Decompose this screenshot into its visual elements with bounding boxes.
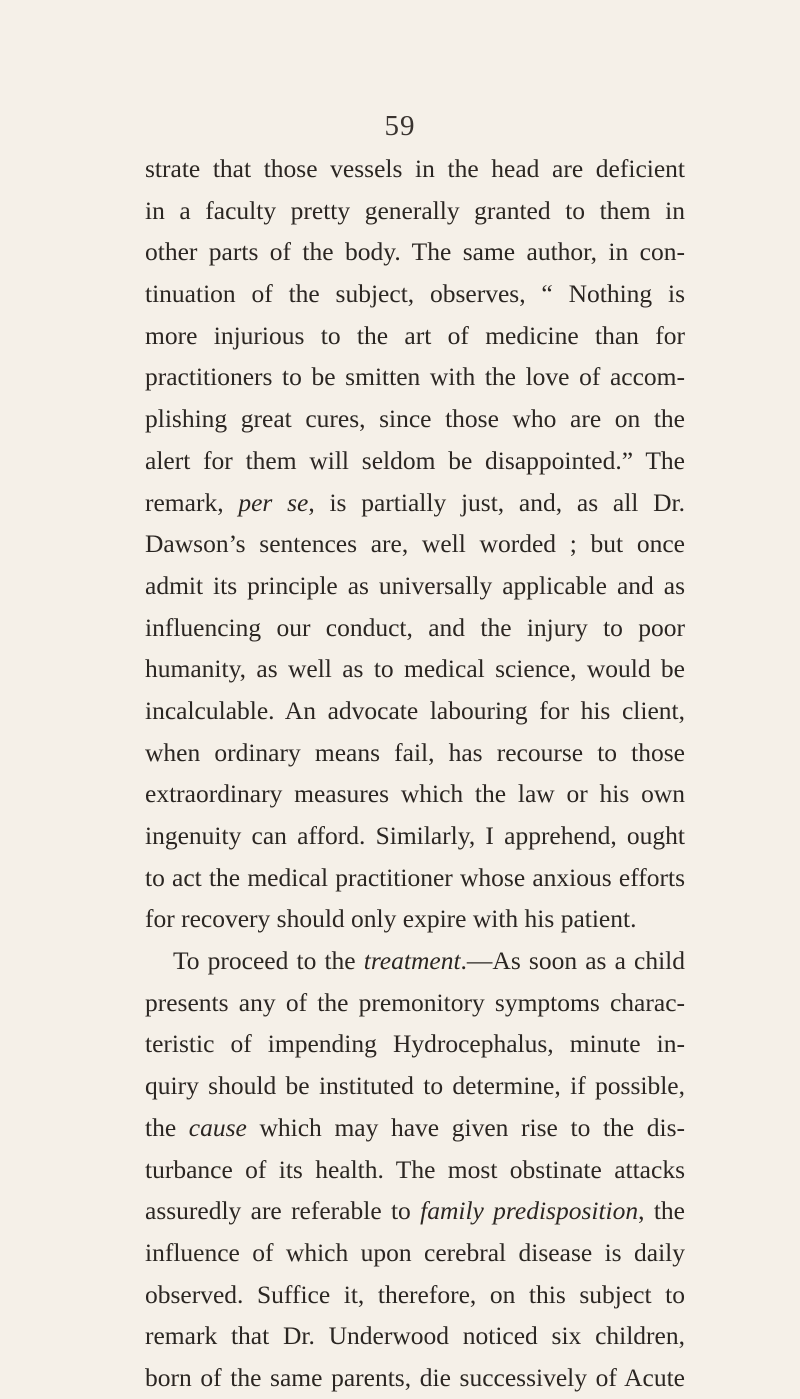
- text-line: presents any of the premonitory symptoms charac-: [145, 987, 685, 1017]
- text-line: teristic of impending Hydrocephalus, minute in-: [145, 1029, 685, 1059]
- italic-phrase: family predisposition: [420, 1196, 639, 1226]
- italic-phrase: per se: [238, 487, 309, 517]
- text-line: to act the medical practitioner whose anxious efforts: [145, 862, 685, 892]
- text-line: in a faculty pretty generally granted to them in: [145, 195, 685, 225]
- text-line: humanity, as well as to medical science, would be: [145, 654, 685, 684]
- text-line: quiry should be instituted to determine, if possible,: [145, 1071, 685, 1101]
- text-line: alert for them will seldom be disappointed.” The: [145, 445, 685, 475]
- text-line: more injurious to the art of medicine than for: [145, 320, 685, 350]
- text-line: when ordinary means fail, has recourse to those: [145, 737, 685, 767]
- text-line: other parts of the body. The same author, in con-: [145, 237, 685, 267]
- text-line: influence of which upon cerebral disease is daily: [145, 1237, 685, 1267]
- body-text: [145, 148, 685, 1399]
- text-line: incalculable. An advocate labouring for his client,: [145, 695, 685, 725]
- text-line: strate that those vessels in the head are deficient: [145, 154, 685, 183]
- text-line: practitioners to be smitten with the love of accom-: [145, 362, 685, 392]
- text-line: plishing great cures, since those who are on the: [145, 404, 685, 434]
- italic-phrase: cause: [188, 1112, 247, 1142]
- text-line: the cause which may have given rise to the dis-: [145, 1112, 685, 1142]
- text-line: To proceed to the treatment.—As soon as a child: [173, 946, 685, 976]
- text-line: Dawson’s sentences are, well worded ; but once: [145, 529, 685, 559]
- text-line: observed. Suffice it, therefore, on this subject to: [145, 1279, 685, 1309]
- text-line: ingenuity can afford. Similarly, I apprehend, ought: [145, 821, 685, 850]
- text-line: turbance of its health. The most obstinate attacks: [145, 1154, 685, 1184]
- text-line: for recovery should only expire with his patient.: [145, 904, 637, 934]
- page-number: 59: [384, 110, 416, 142]
- text-line: admit its principle as universally applicable and as: [145, 570, 685, 600]
- text-line: extraordinary measures which the law or his own: [145, 779, 685, 809]
- text-line: influencing our conduct, and the injury to poor: [145, 612, 685, 642]
- text-line: born of the same parents, die successively of Acute: [145, 1362, 685, 1392]
- italic-phrase: treatment: [363, 946, 461, 976]
- text-line: remark, per se, is partially just, and, as all Dr.: [145, 487, 685, 517]
- text-line: assuredly are referable to family predisposition, the: [145, 1196, 685, 1226]
- text-line: remark that Dr. Underwood noticed six children,: [145, 1321, 685, 1351]
- text-line: tinuation of the subject, observes, “ Nothing is: [145, 279, 685, 309]
